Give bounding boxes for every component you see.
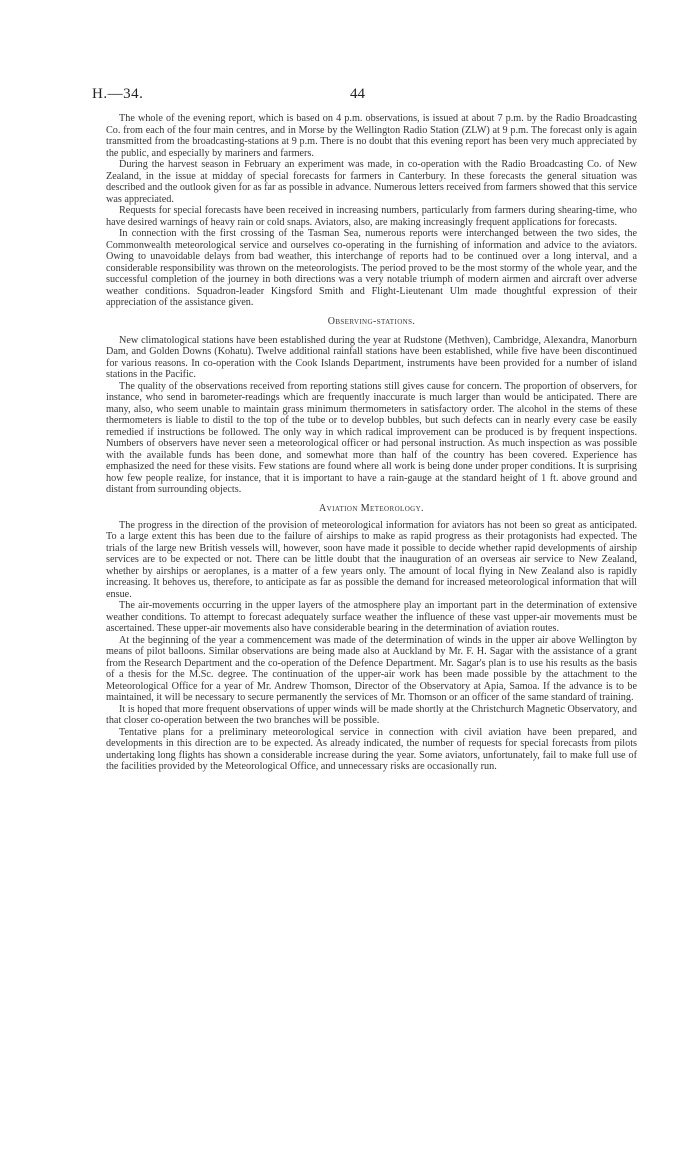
section-heading-aviation-meteorology: Aviation Meteorology. xyxy=(319,502,424,514)
body-text xyxy=(106,113,637,773)
paragraph-observation-quality: The quality of the observations received from reporting stations still gives cause for concern. The proportion of observers, for instance, who send in barometer-readings which are frequently inaccurate is much larger than would be anticipated. There are many, also, who seem unable to maintain grass minimum thermometers in satisfactory order. The alcohol in the stems of these thermometers is liable to distil to the top of the tube or to develop bubbles, but such defects can in nearly every case be easily remedied if instructions be followed. The only way in which radical improvement can be produced is by frequent inspections. Numbers of observers have never seen a meteorological officer or had personal instruction. As much inspection as was possible with the available funds has been done, and somewhat more than half of the country has been covered. Experience has emphasized the need for these visits. Few stations are found where all work is being done under proper conditions. It is surprising how few people realize, for instance, that it is important to have a rain-gauge at the standard height of 1 ft. above ground and distant from surrounding objects. xyxy=(106,380,637,495)
section-heading-observing-stations: Observing-stations. xyxy=(327,315,416,327)
paragraph-civil-aviation-plans: Tentative plans for a preliminary meteorological service in connection with civil aviation have been prepared, and developments in this direction are to be expected. As already indicated, the number of requests for special forecasts from pilots undertaking long flights has shown a considerable increase during the year. Some aviators, unfortunately, fail to make full use of the facilities provided by the Meteorological Office, and unnecessary risks are occasionally run. xyxy=(106,726,637,772)
paragraph-harvest-forecasts: During the harvest season in February an experiment was made, in co-operation with the Radio Broadcasting Co. of New Zealand, in the issue at midday of special forecasts for farmers in Canterbury. In these forecasts the general situation was described and the outlook given for as far as possible in advance. Numerous letters received from farmers showed that this service was appreciated. xyxy=(106,159,637,205)
paragraph-new-stations: New climatological stations have been established during the year at Rudstone (Methven), Cambridge, Alexandra, Manorburn Dam, and Golden Downs (Kohatu). Twelve additional rainfall stations have been established, while five have been discontinued for various reasons. In co-operation with the Cook Islands Department, instruments have been provided for a number of island stations in the Pacific. xyxy=(106,334,637,380)
paragraph-tasman-crossing: In connection with the first crossing of the Tasman Sea, numerous reports were interchanged between the two sides, the Commonwealth meteorological service and ourselves co-operating in the furnishing of information and advice to the aviators. Owing to unavoidable delays from bad weather, this interchange of reports had to be continued over a long interval, and a considerable responsibility was thrown on the meteorologists. The period proved to be the most stormy of the whole year, and the successful completion of the journey in both directions was a very notable triumph of modern airmen and aircraft over adverse weather conditions. Squadron-leader Kingsford Smith and Flight-Lieutenant Ulm made thoughtful expression of their appreciation of the assistance given. xyxy=(106,228,637,308)
page-header xyxy=(92,86,612,106)
paragraph-air-movements: The air-movements occurring in the upper layers of the atmosphere play an important part in the determination of extensive weather conditions. To attempt to forecast adequately surface weather the influence of these vast upper-air movements must be ascertained. These upper-air movements also have considerable bearing in the determination of aviation routes. xyxy=(106,600,637,634)
paragraph-pilot-balloons: At the beginning of the year a commencement was made of the determination of winds in the upper air above Wellington by means of pilot balloons. Similar observations are being made also at Auckland by Mr. F. H. Sagar with the assistance of a grant from the Research Department and the co-operation of the Defence Department. Mr. Sagar's plan is to use his results as the basis of a thesis for the M.Sc. degree. The continuation of the upper-air work has been made possible by the attachment to the Meteorological Office for a year of Mr. Andrew Thomson, Director of the Observatory at Apia, Samoa. If the advance is to be maintained, it will be necessary to secure permanently the services of Mr. Thomson or an officer of the same standard of training. xyxy=(106,634,637,703)
paragraph-evening-report: The whole of the evening report, which is based on 4 p.m. observations, is issued at about 7 p.m. by the Radio Broadcasting Co. from each of the four main centres, and in Morse by the Wellington Radio Station (ZLW) at 9 p.m. The forecast only is again transmitted from the broadcasting-stations at 9 p.m. There is no doubt that this evening report has been very much appreciated by the public, and especially by mariners and farmers. xyxy=(106,113,637,159)
paragraph-special-forecasts: Requests for special forecasts have been received in increasing numbers, particularly from farmers during shearing-time, who have desired warnings of heavy rain or cold snaps. Aviators, also, are making increasingly frequent applications for forecasts. xyxy=(106,205,637,228)
document-reference: H.—34. xyxy=(92,86,144,102)
paragraph-aviation-progress: The progress in the direction of the provision of meteorological information for aviators has not been so great as anticipated. To a large extent this has been due to the failure of airships to make as rapid progress as their protagonists had expected. The trials of the large new British vessels will, however, soon have made it possible to decide whether rapid developments of airship services are to be expected or not. There can be little doubt that the inauguration of an overseas air service to New Zealand, whether by airships or aeroplanes, is a matter of a few years only. The amount of local flying in New Zealand also is rapidly increasing. It behoves us, therefore, to anticipate as far as possible the demand for increased meteorological information that will ensue. xyxy=(106,519,637,600)
page-number: 44 xyxy=(350,86,365,102)
paragraph-christchurch-observatory: It is hoped that more frequent observations of upper winds will be made shortly at the Christchurch Magnetic Observatory, and that closer co-operation between the two branches will be possible. xyxy=(106,703,637,726)
